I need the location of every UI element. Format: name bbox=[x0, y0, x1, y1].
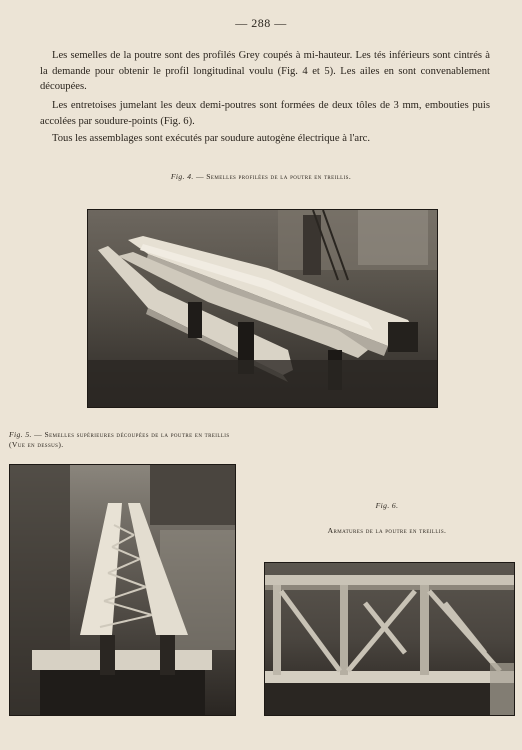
figure-6-label: Fig. 6. bbox=[375, 501, 399, 510]
figure-4-caption bbox=[0, 172, 522, 181]
figure-4-label: Fig. 4. bbox=[170, 172, 194, 181]
paragraph-semelles: Les semelles de la poutre sont des profilés Grey coupés à mi-hauteur. Les tés inférieurs sont cintrés à la demande pour obtenir le profil longitudinal voulu (Fig. 4 et 5). Les ailes en sont convenablement découpées. bbox=[40, 50, 490, 92]
paragraph-entretoises: Les entretoises jumelant les deux demi-poutres sont formées de deux tôles de 3 mm, embouties puis accolées par soudure-points (Fig. 6). bbox=[40, 100, 490, 127]
paragraph-assemblages: Tous les assemblages sont exécutés par soudure autogène électrique à l'arc. bbox=[52, 133, 370, 144]
figure-5-photo bbox=[9, 464, 236, 716]
figure-6-photo bbox=[264, 562, 515, 716]
figure-5-title: — Semelles supérieures découpées de la poutre en treillis (Vue en dessus). bbox=[9, 430, 230, 449]
figure-4-photo bbox=[87, 209, 438, 408]
figure-6-caption bbox=[262, 500, 512, 536]
figure-5-caption bbox=[9, 430, 239, 450]
page-number: — 288 — bbox=[235, 16, 287, 30]
figure-4-title: — Semelles profilées de la poutre en treillis. bbox=[196, 172, 352, 181]
figure-6-title: Armatures de la poutre en treillis. bbox=[327, 526, 447, 535]
figure-5-label: Fig. 5. bbox=[9, 430, 32, 439]
